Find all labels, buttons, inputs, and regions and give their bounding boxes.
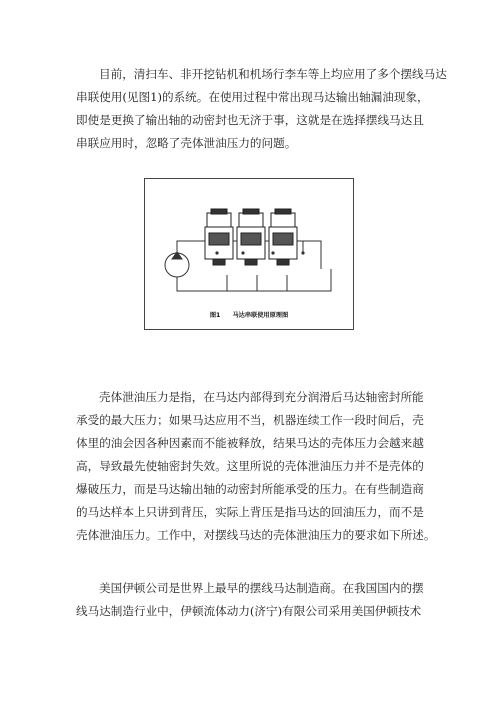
motor-2 xyxy=(237,209,265,265)
text-line: 承受的最大压力；如果马达应用不当，机器连续工作一段时间后，壳 xyxy=(76,413,424,427)
motor-series-diagram xyxy=(144,178,354,330)
motor-1 xyxy=(205,209,233,265)
text-line: 爆破压力，而是马达输出轴的动密封所能承受的压力。在有些制造商 xyxy=(76,482,424,496)
text-line: 串联使用(见图1)的系统。在使用过程中常出现马达输出轴漏油现象， xyxy=(76,90,429,104)
text-line: 体里的油会因各种因素而不能被释放，结果马达的壳体压力会越来越 xyxy=(76,436,424,450)
text-line: 壳体泄油压力。工作中，对摆线马达的壳体泄油压力的要求如下所述。 xyxy=(76,528,436,542)
intro-paragraph xyxy=(76,63,447,155)
motor-3 xyxy=(269,209,297,265)
text-line: 高，导致最先使轴密封失效。这里所说的壳体泄油压力并不是壳体的 xyxy=(76,459,424,473)
eaton-paragraph xyxy=(76,577,431,623)
text-line: 目前，清扫车、非开挖钻机和机场行李车等上均应用了多个摆线马达 xyxy=(99,67,447,81)
circuit-drawing xyxy=(145,179,355,331)
pressure-paragraph xyxy=(76,386,436,547)
text-line: 即使是更换了输出轴的动密封也无济于事，这就是在选择摆线马达且 xyxy=(76,113,424,127)
text-line: 壳体泄油压力是指，在马达内部得到充分润滑后马达轴密封所能 xyxy=(99,390,424,404)
text-line: 的马达样本上只讲到背压，实际上背压是指马达的回油压力，而不是 xyxy=(76,505,424,519)
text-line: 美国伊顿公司是世界上最早的摆线马达制造商。在我国国内的摆 xyxy=(99,581,424,595)
text-line: 串联应用时，忽略了壳体泄油压力的问题。 xyxy=(76,136,297,150)
figure-title: 马达串联使用原理图 xyxy=(232,312,289,319)
figure-number: 图1 xyxy=(209,312,221,319)
figure-caption xyxy=(145,310,353,319)
text-line: 线马达制造行业中，伊顿流体动力(济宁)有限公司采用美国伊顿技术 xyxy=(76,604,422,618)
